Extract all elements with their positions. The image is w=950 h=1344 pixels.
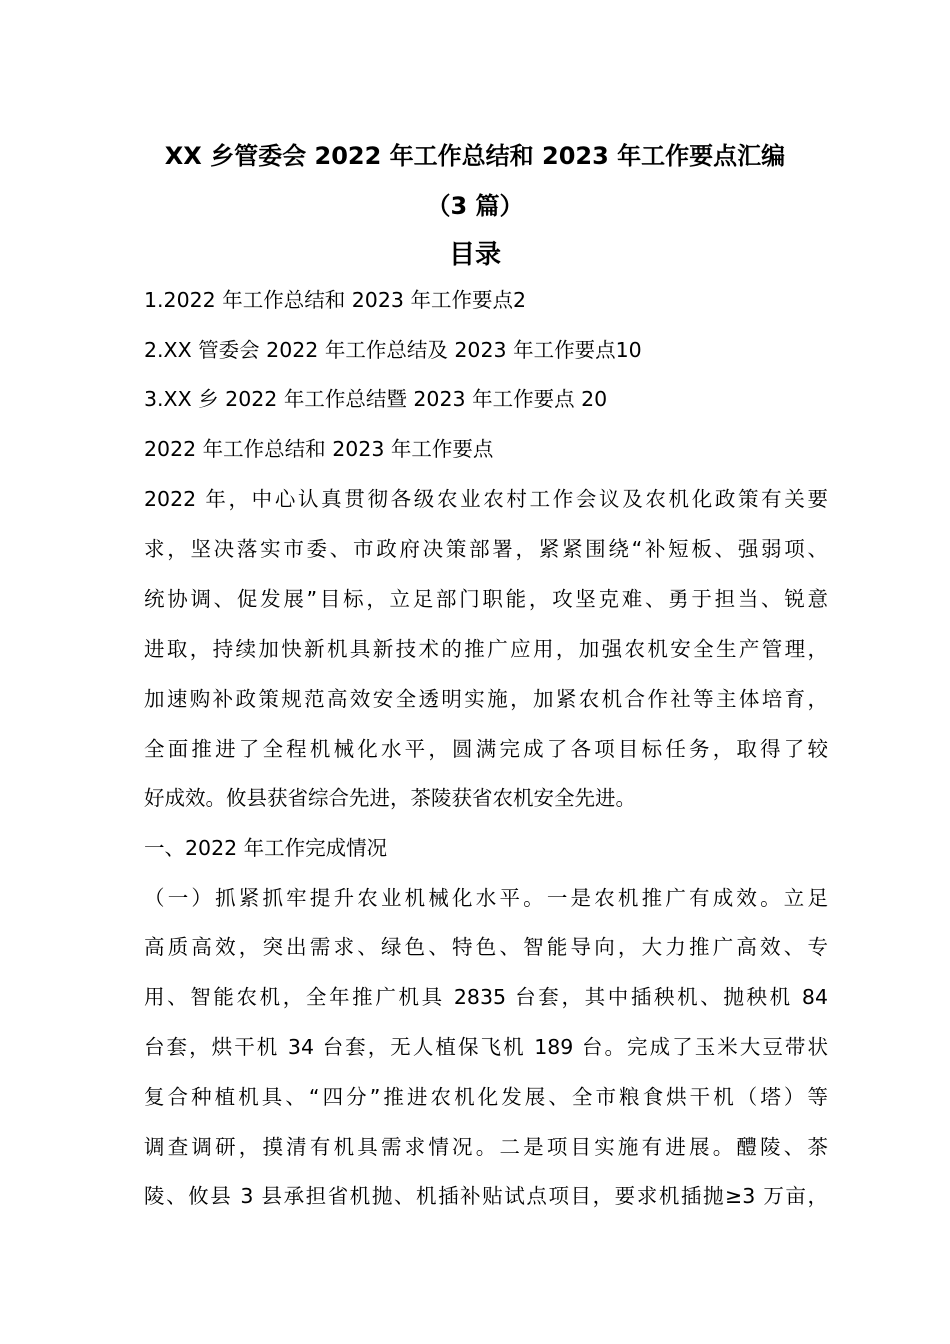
toc-item: 2.XX 管委会 2022 年工作总结及 2023 年工作要点10 bbox=[144, 338, 642, 362]
toc-heading: 目录 bbox=[448, 240, 501, 270]
paragraph-line: 好成效。攸县获省综合先进，茶陵获省农机安全先进。 bbox=[144, 786, 636, 810]
toc-item: 3.XX 乡 2022 年工作总结暨 2023 年工作要点 20 bbox=[144, 387, 608, 411]
paragraph-line: 台套，烘干机 34 台套，无人植保飞机 189 台。完成了玉米大豆带状 bbox=[144, 1035, 828, 1059]
paragraph-line: 用、智能农机，全年推广机具 2835 台套，其中插秧机、抛秧机 84 bbox=[144, 985, 828, 1009]
paragraph-line: 调查调研，摸清有机具需求情况。二是项目实施有进展。醴陵、茶 bbox=[144, 1135, 828, 1159]
paragraph-line: 2022 年，中心认真贯彻各级农业农村工作会议及农机化政策有关要 bbox=[144, 487, 828, 511]
section-heading: 一、2022 年工作完成情况 bbox=[144, 836, 388, 860]
paragraph-line: 求，坚决落实市委、市政府决策部署，紧紧围绕“补短板、强弱项、 bbox=[144, 537, 828, 561]
paragraph-line: 进取，持续加快新机具新技术的推广应用，加强农机安全生产管理， bbox=[144, 637, 828, 661]
paragraph-line: 统协调、促发展”目标，立足部门职能，攻坚克难、勇于担当、锐意 bbox=[144, 587, 828, 611]
section-title: 2022 年工作总结和 2023 年工作要点 bbox=[144, 437, 494, 461]
document-subtitle: （3 篇） bbox=[426, 192, 524, 220]
paragraph-line: （一）抓紧抓牢提升农业机械化水平。一是农机推广有成效。立足 bbox=[144, 886, 828, 910]
paragraph-line: 高质高效，突出需求、绿色、特色、智能导向，大力推广高效、专 bbox=[144, 935, 828, 959]
paragraph-line: 加速购补政策规范高效安全透明实施，加紧农机合作社等主体培育， bbox=[144, 687, 828, 711]
paragraph-line: 陵、攸县 3 县承担省机抛、机插补贴试点项目，要求机插抛≥3 万亩， bbox=[144, 1184, 828, 1208]
toc-item: 1.2022 年工作总结和 2023 年工作要点2 bbox=[144, 288, 526, 312]
document-title: XX 乡管委会 2022 年工作总结和 2023 年工作要点汇编 bbox=[164, 142, 786, 170]
paragraph-line: 复合种植机具、“四分”推进农机化发展、全市粮食烘干机（塔）等 bbox=[144, 1085, 828, 1109]
paragraph-line: 全面推进了全程机械化水平，圆满完成了各项目标任务，取得了较 bbox=[144, 737, 828, 761]
